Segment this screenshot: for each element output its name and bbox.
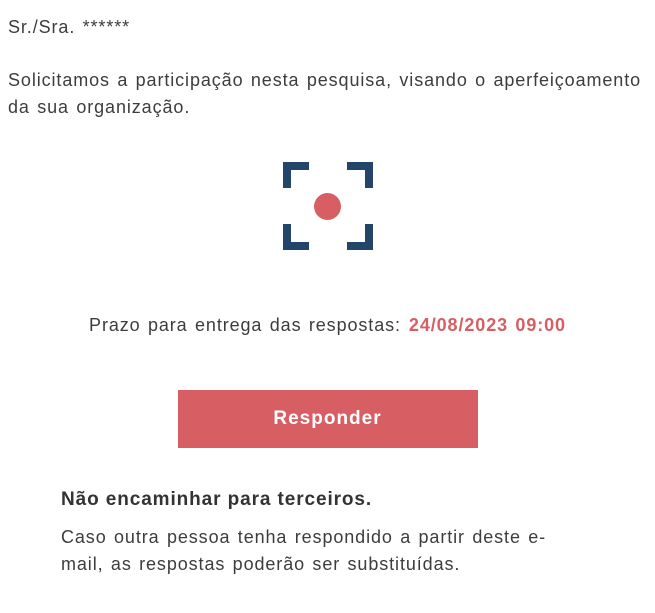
intro-text: Solicitamos a participação nesta pesquisa, visando o aperfeiçoamento da sua organização. xyxy=(8,70,642,117)
substitution-note: Caso outra pessoa tenha respondido a partir deste e-mail, as respostas poderão ser substituídas. xyxy=(61,527,547,574)
logo-corner-bottom-left-icon xyxy=(283,224,309,250)
focus-target-logo xyxy=(283,162,373,250)
deadline-label: Prazo para entrega das respostas: xyxy=(89,315,401,335)
greeting-text: Sr./Sra. ****** xyxy=(8,17,131,37)
logo-corner-top-right-icon xyxy=(347,162,373,188)
deadline-value: 24/08/2023 09:00 xyxy=(408,315,566,335)
no-forward-warning: Não encaminhar para terceiros. xyxy=(61,489,373,510)
deadline-line xyxy=(8,312,647,339)
logo-dot-icon xyxy=(314,193,341,220)
footer-warning-section xyxy=(61,486,566,578)
responder-button-label: Responder xyxy=(273,408,382,429)
responder-button[interactable] xyxy=(178,390,478,448)
logo-corner-top-left-icon xyxy=(283,162,309,188)
logo-corner-bottom-right-icon xyxy=(347,224,373,250)
